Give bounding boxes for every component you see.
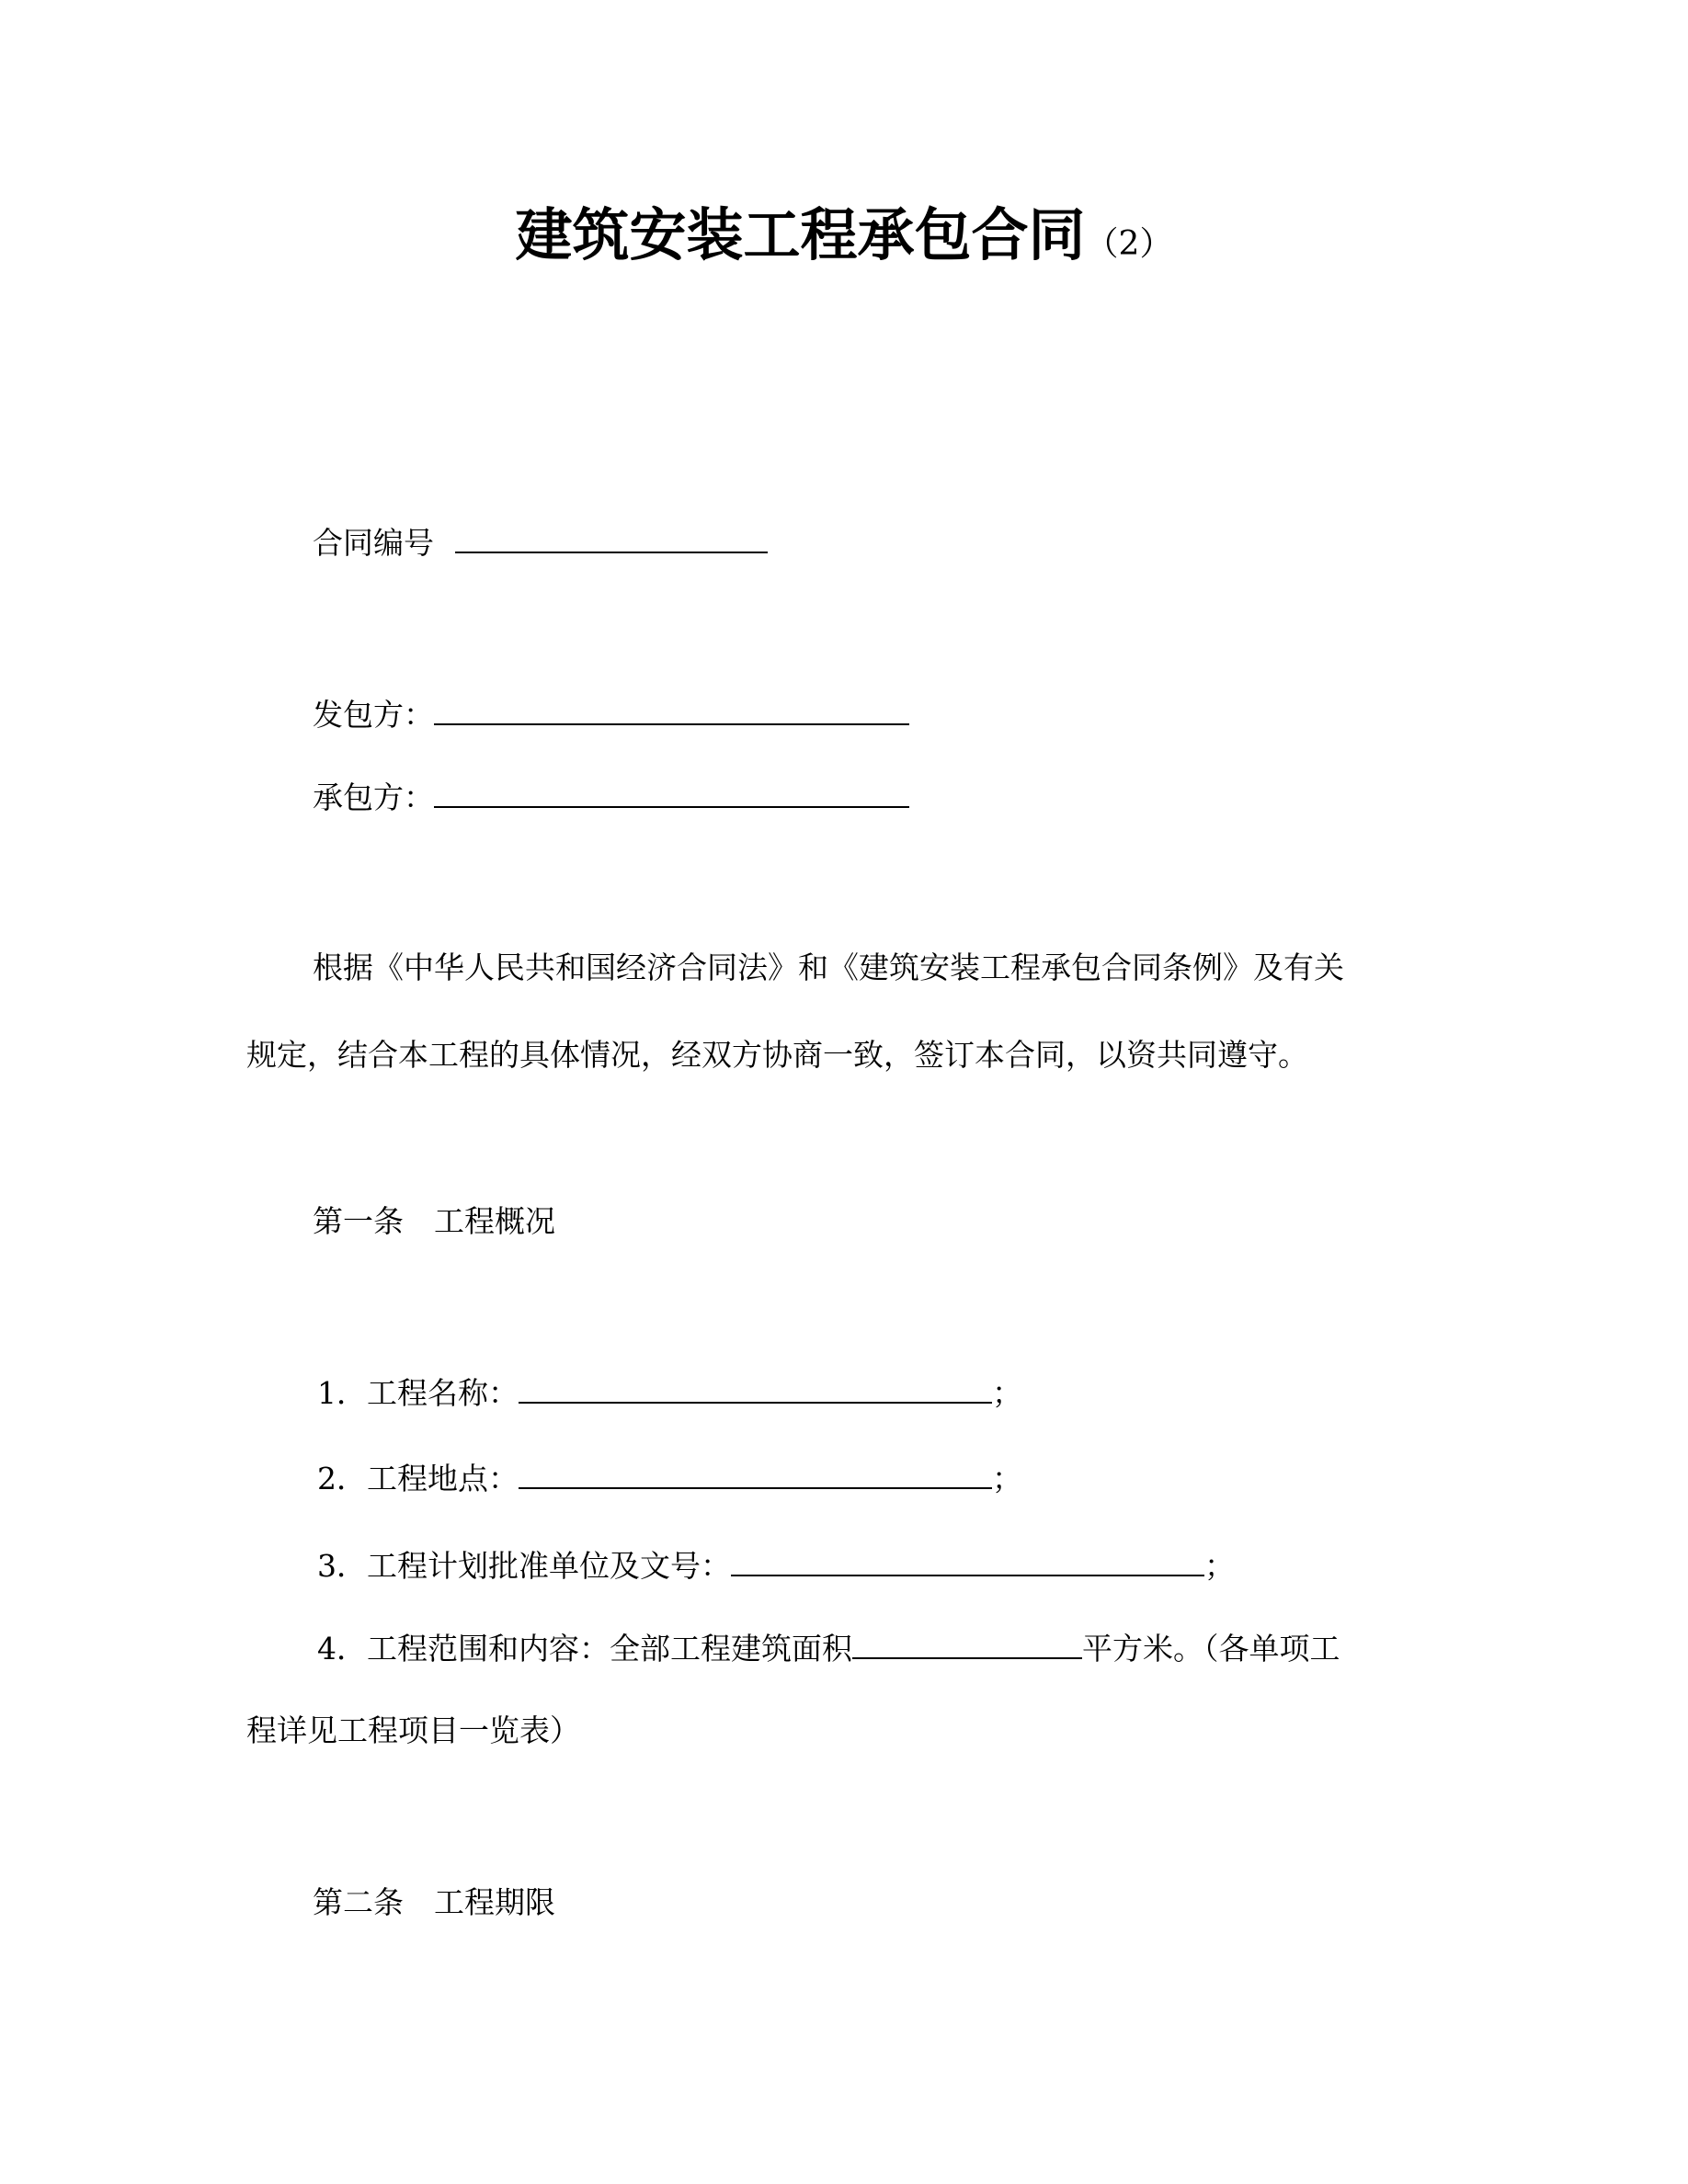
item-1-label: 1．工程名称：	[317, 1375, 519, 1411]
item-4-label: 4．工程范围和内容：全部工程建筑面积	[317, 1631, 852, 1666]
item-2-end: ；	[992, 1461, 1022, 1496]
party-b-label: 承包方：	[313, 779, 434, 815]
item-4-end: 平方米。（各单项工	[1082, 1631, 1340, 1666]
contract-number-label: 合同编号	[313, 525, 434, 561]
building-area-blank[interactable]	[852, 1630, 1082, 1659]
item-2-label: 2．工程地点：	[317, 1461, 519, 1496]
party-a-label: 发包方：	[313, 697, 434, 733]
article-1-heading: 第一条 工程概况	[313, 1203, 555, 1239]
contract-number-blank[interactable]	[455, 524, 768, 553]
preamble-line-2: 规定，结合本工程的具体情况，经双方协商一致，签订本合同，以资共同遵守。	[246, 1037, 1308, 1073]
party-b-blank[interactable]	[434, 779, 909, 808]
title-suffix: （2）	[1085, 225, 1173, 263]
party-b-line	[313, 779, 909, 816]
item-3-end: ；	[1204, 1548, 1235, 1584]
party-a-blank[interactable]	[434, 696, 909, 725]
item-4	[317, 1630, 1340, 1667]
item-1-end: ；	[992, 1375, 1022, 1411]
item-2	[317, 1460, 1022, 1497]
preamble-line-1: 根据《中华人民共和国经济合同法》和《建筑安装工程承包合同条例》及有关	[313, 950, 1344, 985]
item-3	[317, 1547, 1235, 1585]
approval-doc-blank[interactable]	[731, 1547, 1204, 1576]
article-2-heading: 第二条 工程期限	[313, 1884, 555, 1920]
party-a-line	[313, 696, 909, 734]
project-location-blank[interactable]	[519, 1460, 992, 1489]
contract-number-line	[313, 524, 768, 562]
item-4-continuation: 程详见工程项目一览表）	[246, 1712, 580, 1748]
item-1	[317, 1374, 1022, 1412]
title-main: 建筑安装工程承包合同	[515, 201, 1086, 268]
item-3-label: 3．工程计划批准单位及文号：	[317, 1548, 731, 1584]
project-name-blank[interactable]	[519, 1374, 992, 1404]
document-title	[0, 200, 1688, 279]
